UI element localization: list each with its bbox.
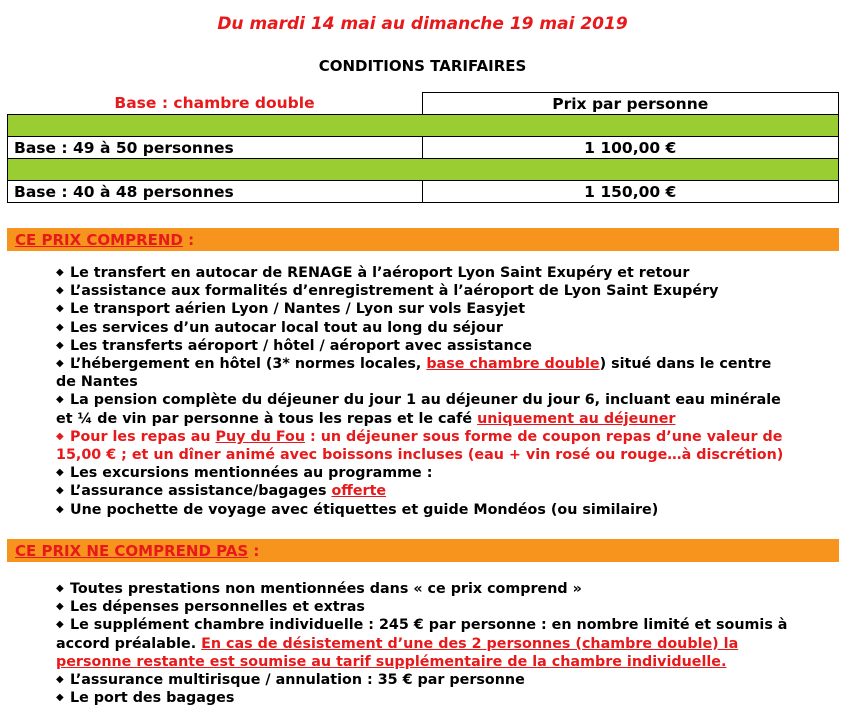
list-item: ◆ L’assurance assistance/bagages offerte: [56, 483, 387, 500]
excludes-title: CE PRIX NE COMPREND PAS: [15, 542, 249, 560]
highlight-desistement: En cas de désistement d’une des 2 personnes (chambre double) la: [201, 635, 739, 652]
list-item: ◆ La pension complète du déjeuner du jour 1 au déjeuner du jour 6, incluant eau minérale et ¼ de vin par personne à tous les repas et le café uniquement au déjeuner: [56, 392, 781, 427]
diamond-bullet-icon: ◆: [56, 674, 64, 686]
excludes-list: [56, 580, 836, 707]
section-header-includes: [7, 228, 839, 251]
diamond-bullet-icon: ◆: [56, 619, 64, 631]
list-item: ◆ Les transferts aéroport / hôtel / aéroport avec assistance: [56, 337, 532, 354]
diamond-bullet-icon: ◆: [56, 394, 64, 406]
list-item: ◆ L’assistance aux formalités d’enregistrement à l’aéroport de Lyon Saint Exupéry: [56, 283, 719, 300]
section-title-conditions: CONDITIONS TARIFAIRES: [318, 57, 527, 75]
diamond-bullet-icon: ◆: [56, 692, 64, 704]
list-item: ◆ Toutes prestations non mentionnées dans « ce prix comprend »: [56, 581, 582, 597]
diamond-bullet-icon: ◆: [56, 467, 64, 479]
list-item: ◆ Le supplément chambre individuelle : 245 € par personne : en nombre limité et soumis à accord préalable. En cas de désistement d’une des 2 personnes (chambre double) la personne restante est soumise au tarif supplémentaire de la chambre individuelle.: [56, 617, 788, 670]
includes-list: [56, 264, 836, 519]
highlight-offerte: offerte: [331, 483, 387, 500]
diamond-bullet-icon: ◆: [56, 485, 64, 497]
list-item: ◆ Une pochette de voyage avec étiquettes et guide Mondéos (ou similaire): [56, 501, 659, 518]
table-row: [8, 137, 839, 159]
diamond-bullet-icon: ◆: [56, 267, 64, 278]
diamond-bullet-icon: ◆: [56, 303, 64, 315]
header-base: Base : chambre double: [114, 94, 315, 113]
row-label: Base : 40 à 48 personnes: [8, 181, 423, 203]
diamond-bullet-icon: ◆: [56, 321, 64, 333]
highlight-personne-restante: personne restante est soumise au tarif supplémentaire de la chambre individuelle.: [56, 653, 727, 670]
list-item: ◆ Les excursions mentionnées au programme :: [56, 465, 433, 482]
list-item: ◆ Le transfert en autocar de RENAGE à l’aéroport Lyon Saint Exupéry et retour: [56, 265, 690, 281]
green-separator: [8, 159, 839, 181]
includes-title-suffix: :: [182, 231, 195, 249]
list-item: ◆ L’hébergement en hôtel (3* normes locales, base chambre double) situé dans le centre de Nantes: [56, 356, 772, 391]
row-price: 1 100,00 €: [422, 137, 839, 159]
diamond-bullet-icon: ◆: [56, 358, 64, 370]
list-item: ◆ Le port des bagages: [56, 690, 235, 707]
table-row: [8, 181, 839, 203]
section-header-excludes: [7, 539, 839, 562]
list-item: ◆ Les dépenses personnelles et extras: [56, 599, 365, 616]
includes-title: CE PRIX COMPREND: [15, 231, 183, 249]
row-label: Base : 49 à 50 personnes: [8, 137, 423, 159]
diamond-bullet-icon: ◆: [56, 430, 64, 442]
price-table: [7, 92, 839, 203]
excludes-title-suffix: :: [248, 542, 260, 560]
list-item: ◆ Les services d’un autocar local tout au long du séjour: [56, 319, 503, 336]
list-item: ◆ L’assurance multirisque / annulation : 35 € par personne: [56, 672, 525, 689]
row-price: 1 150,00 €: [422, 181, 839, 203]
highlight-puy-du-fou: Puy du Fou: [215, 428, 306, 445]
list-item: ◆ Pour les repas au Puy du Fou : un déjeuner sous forme de coupon repas d’une valeur de 15,00 € ; et un dîner animé avec boissons incluses (eau + vin rosé ou rouge…à discrétion): [56, 428, 784, 464]
price-table-header: [8, 93, 839, 115]
date-line: Du mardi 14 mai au dimanche 19 mai 2019: [217, 14, 628, 34]
diamond-bullet-icon: ◆: [56, 285, 64, 297]
diamond-bullet-icon: ◆: [56, 601, 64, 613]
highlight-base-chambre-double: base chambre double: [426, 356, 600, 373]
header-price: Prix par personne: [422, 93, 839, 115]
diamond-bullet-icon: ◆: [56, 503, 64, 515]
green-separator: [8, 115, 839, 137]
highlight-uniquement-dejeuner: uniquement au déjeuner: [477, 410, 676, 427]
diamond-bullet-icon: ◆: [56, 339, 64, 351]
diamond-bullet-icon: ◆: [56, 583, 64, 594]
list-item: ◆ Le transport aérien Lyon / Nantes / Lyon sur vols Easyjet: [56, 301, 526, 318]
